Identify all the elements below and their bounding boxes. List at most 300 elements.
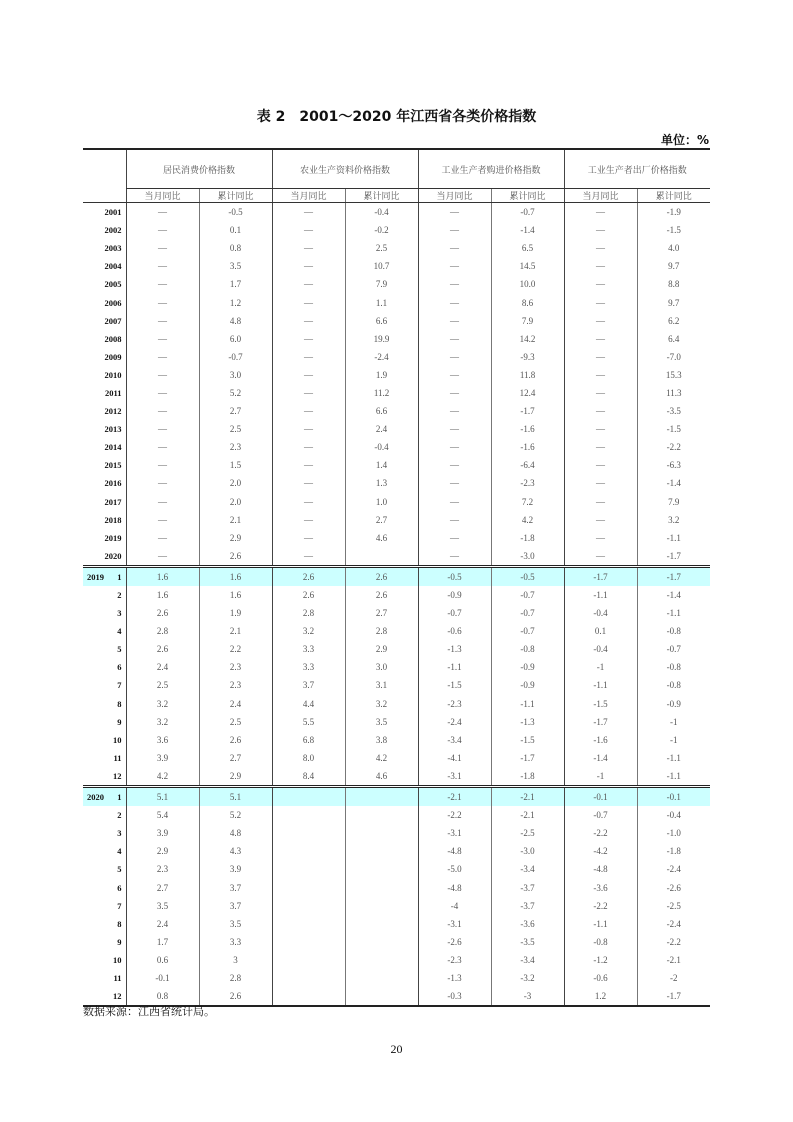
table-cell: — (126, 420, 199, 438)
row-label: 2017 (104, 496, 122, 507)
table-cell: 1.2 (564, 987, 637, 1006)
table-cell (272, 842, 345, 860)
table-cell: -1.3 (418, 969, 491, 987)
table-row (83, 622, 710, 640)
table-cell: 3.0 (199, 366, 272, 384)
corner-cell (83, 149, 126, 203)
table-cell: — (418, 330, 491, 348)
table-cell: -0.4 (564, 604, 637, 622)
subheader-monthly-yoy: 当月同比 (418, 189, 491, 203)
table-cell (272, 951, 345, 969)
table-row (83, 366, 710, 384)
table-cell: — (418, 275, 491, 293)
table-cell: -0.6 (418, 622, 491, 640)
table-cell: — (564, 511, 637, 529)
table-cell: 8.4 (272, 767, 345, 787)
table-cell: -3.5 (491, 933, 564, 951)
table-cell: -3.6 (491, 915, 564, 933)
table-cell: 10.7 (345, 257, 418, 275)
table-cell: 1.9 (199, 604, 272, 622)
table-cell: 2.8 (199, 969, 272, 987)
table-cell: — (126, 203, 199, 222)
table-cell: 1.0 (345, 493, 418, 511)
table-cell: -0.4 (637, 806, 710, 824)
table-row (83, 312, 710, 330)
table-cell: -1.1 (637, 604, 710, 622)
row-label (83, 842, 126, 860)
row-label (83, 676, 126, 694)
table-cell: — (272, 257, 345, 275)
table-cell: — (418, 493, 491, 511)
table-cell: 2.6 (126, 640, 199, 658)
table-cell: — (418, 203, 491, 222)
month-label: 5 (117, 864, 122, 875)
page-number: 20 (390, 1042, 403, 1056)
table-cell: -1.4 (637, 474, 710, 492)
table-cell: — (272, 348, 345, 366)
table-cell: 2.6 (199, 731, 272, 749)
table-row (83, 897, 710, 915)
table-cell: 5.2 (199, 806, 272, 824)
table-cell: -0.9 (491, 676, 564, 694)
table-cell: -3.2 (491, 969, 564, 987)
table-cell: -1.7 (637, 566, 710, 586)
table-cell: 4.2 (126, 767, 199, 787)
table-cell: 3.7 (199, 897, 272, 915)
table-cell: -0.8 (637, 676, 710, 694)
table-cell: -1.8 (637, 842, 710, 860)
table-cell: 4.3 (199, 842, 272, 860)
table-cell: 6.4 (637, 330, 710, 348)
table-cell (345, 987, 418, 1006)
table-cell: — (272, 275, 345, 293)
table-cell: 5.2 (199, 384, 272, 402)
table-cell: 3.3 (199, 933, 272, 951)
table-cell: — (272, 547, 345, 567)
row-label (83, 731, 126, 749)
month-label: 8 (117, 698, 122, 709)
table-cell: — (126, 221, 199, 239)
table-cell: 8.0 (272, 749, 345, 767)
month-label: 3 (117, 828, 122, 839)
table-cell: -1.2 (564, 951, 637, 969)
table-cell: -0.4 (345, 438, 418, 456)
table-cell (272, 897, 345, 915)
table-cell: 12.4 (491, 384, 564, 402)
table-cell: 2.6 (199, 987, 272, 1006)
table-cell: — (418, 420, 491, 438)
table-cell: 10.0 (491, 275, 564, 293)
table-cell: 1.6 (126, 586, 199, 604)
table-cell: 2.3 (126, 860, 199, 878)
table-cell: — (564, 239, 637, 257)
table-cell: -1.1 (564, 915, 637, 933)
table-cell: — (418, 474, 491, 492)
table-cell: -1 (637, 731, 710, 749)
table-cell: — (418, 384, 491, 402)
table-row (83, 878, 710, 896)
table-cell: — (272, 456, 345, 474)
table-cell: -3.6 (564, 878, 637, 896)
table-cell: — (272, 511, 345, 529)
table-cell: 4.2 (345, 749, 418, 767)
table-cell (345, 933, 418, 951)
table-cell: — (126, 511, 199, 529)
month-label: 9 (117, 716, 122, 727)
table-cell: -0.9 (418, 586, 491, 604)
table-cell: 6.0 (199, 330, 272, 348)
table-cell: -1.8 (491, 529, 564, 547)
table-cell: -2.4 (418, 713, 491, 731)
table-cell: 2.8 (345, 622, 418, 640)
table-cell: — (418, 402, 491, 420)
table-cell: -0.9 (637, 695, 710, 713)
table-cell: -9.3 (491, 348, 564, 366)
subheader-cumulative-yoy: 累计同比 (491, 189, 564, 203)
month-label: 1 (117, 571, 122, 582)
table-cell: 6.2 (637, 312, 710, 330)
table-cell: -3.0 (491, 547, 564, 567)
month-label: 11 (113, 752, 122, 763)
row-label (83, 824, 126, 842)
table-cell: — (126, 474, 199, 492)
table-cell: 2.3 (199, 438, 272, 456)
table-cell: 2.4 (345, 420, 418, 438)
table-row (83, 806, 710, 824)
table-cell: 0.1 (199, 221, 272, 239)
table-cell: — (564, 547, 637, 567)
table-cell (272, 878, 345, 896)
table-cell: -2.2 (637, 438, 710, 456)
table-row (83, 640, 710, 658)
row-label (83, 787, 126, 807)
table-cell (345, 860, 418, 878)
table-cell: — (418, 438, 491, 456)
table-cell: -1.1 (637, 529, 710, 547)
table-cell: 0.8 (199, 239, 272, 257)
group-header-ppi-purchase: 工业生产者购进价格指数 (418, 149, 564, 189)
table-row (83, 566, 710, 586)
table-cell: — (564, 221, 637, 239)
table-cell: 4.6 (345, 529, 418, 547)
table-cell: -1.5 (637, 221, 710, 239)
table-cell: -1.4 (491, 221, 564, 239)
table-cell: 4.8 (199, 824, 272, 842)
table-cell: 3.2 (345, 695, 418, 713)
table-cell: — (564, 293, 637, 311)
row-label (83, 767, 126, 787)
table-cell: 2.1 (199, 511, 272, 529)
row-label: 2010 (104, 369, 122, 380)
table-cell: -3.0 (491, 842, 564, 860)
table-cell: -0.8 (564, 933, 637, 951)
table-cell: — (418, 312, 491, 330)
table-row (83, 239, 710, 257)
table-cell: — (126, 293, 199, 311)
table-cell: 4.2 (491, 511, 564, 529)
table-cell: — (126, 257, 199, 275)
table-cell: — (564, 203, 637, 222)
table-cell: -3.1 (418, 824, 491, 842)
table-cell: -1.7 (637, 547, 710, 567)
table-row (83, 933, 710, 951)
subheader-cumulative-yoy: 累计同比 (199, 189, 272, 203)
table-cell: -0.4 (345, 203, 418, 222)
table-cell: — (126, 348, 199, 366)
subheader-monthly-yoy: 当月同比 (272, 189, 345, 203)
table-row (83, 731, 710, 749)
table-cell: -0.1 (126, 969, 199, 987)
table-cell: 11.3 (637, 384, 710, 402)
table-cell: 2.1 (199, 622, 272, 640)
table-row (83, 221, 710, 239)
table-cell: -0.1 (564, 787, 637, 807)
month-label: 2 (117, 810, 122, 821)
table-cell: — (564, 402, 637, 420)
table-cell: 5.5 (272, 713, 345, 731)
month-label: 8 (117, 918, 122, 929)
table-cell: 2.6 (345, 566, 418, 586)
table-cell: -4.1 (418, 749, 491, 767)
table-row (83, 493, 710, 511)
table-cell: -1 (564, 658, 637, 676)
table-cell: 2.8 (126, 622, 199, 640)
month-label: 12 (113, 770, 122, 781)
table-cell: -4.8 (418, 878, 491, 896)
row-label (83, 586, 126, 604)
table-cell: -1.7 (637, 987, 710, 1006)
table-cell: -0.5 (418, 566, 491, 586)
table-cell: 1.5 (199, 456, 272, 474)
table-cell: 3.3 (272, 640, 345, 658)
table-cell: 3.5 (199, 915, 272, 933)
subheader-monthly-yoy: 当月同比 (564, 189, 637, 203)
row-label: 2006 (104, 297, 122, 308)
table-cell: 1.6 (126, 566, 199, 586)
table-cell: 7.9 (345, 275, 418, 293)
table-cell: -0.3 (418, 987, 491, 1006)
table-cell: -0.9 (491, 658, 564, 676)
table-cell: 19.9 (345, 330, 418, 348)
table-cell: 2.8 (272, 604, 345, 622)
table-row (83, 713, 710, 731)
price-index-table (83, 148, 710, 1007)
table-cell: — (564, 348, 637, 366)
table-row (83, 511, 710, 529)
table-cell: -1 (564, 767, 637, 787)
table-cell: 2.7 (199, 402, 272, 420)
table-cell: -4.8 (418, 842, 491, 860)
table-cell: — (564, 330, 637, 348)
table-cell: -0.2 (345, 221, 418, 239)
table-cell: 3.6 (126, 731, 199, 749)
table-cell: -1.7 (564, 713, 637, 731)
table-cell: 4.8 (199, 312, 272, 330)
subheader-cumulative-yoy: 累计同比 (345, 189, 418, 203)
table-cell: 2.9 (126, 842, 199, 860)
table-cell: — (564, 312, 637, 330)
table-cell: -1.1 (564, 586, 637, 604)
table-row (83, 203, 710, 222)
table-cell: -2.2 (418, 806, 491, 824)
table-cell: — (126, 529, 199, 547)
row-label (83, 860, 126, 878)
table-cell: -2.3 (418, 951, 491, 969)
table-cell: 3.1 (345, 676, 418, 694)
table-cell: 2.5 (199, 713, 272, 731)
table-row (83, 293, 710, 311)
table-cell: 8.6 (491, 293, 564, 311)
row-label: 2007 (104, 315, 122, 326)
table-cell: -7.0 (637, 348, 710, 366)
table-cell (345, 915, 418, 933)
row-label (83, 695, 126, 713)
month-label: 10 (113, 954, 122, 965)
row-label: 2003 (104, 243, 122, 254)
table-cell: -1.4 (564, 749, 637, 767)
table-cell: 1.6 (199, 586, 272, 604)
table-cell: 4.6 (345, 767, 418, 787)
table-cell: -0.7 (491, 586, 564, 604)
table-cell: 14.5 (491, 257, 564, 275)
table-cell: 1.3 (345, 474, 418, 492)
row-label: 2019 (104, 532, 122, 543)
table-row (83, 348, 710, 366)
table-cell: -2.4 (345, 348, 418, 366)
table-cell: -2.1 (491, 787, 564, 807)
table-cell: — (126, 366, 199, 384)
table-cell (272, 860, 345, 878)
table-cell: 2.9 (345, 640, 418, 658)
table-cell: — (418, 456, 491, 474)
month-label: 12 (113, 991, 122, 1002)
table-cell: -1.5 (491, 731, 564, 749)
table-cell (272, 824, 345, 842)
table-cell: -1.1 (637, 767, 710, 787)
month-label: 6 (117, 882, 122, 893)
row-label: 2001 (104, 207, 122, 218)
table-cell: -1.5 (418, 676, 491, 694)
table-cell: -0.7 (491, 604, 564, 622)
table-cell: -2.4 (637, 915, 710, 933)
table-cell: -1.1 (491, 695, 564, 713)
row-label: 2002 (104, 225, 122, 236)
table-cell: -0.7 (564, 806, 637, 824)
table-cell: — (272, 330, 345, 348)
table-cell: -2.1 (491, 806, 564, 824)
table-cell (345, 969, 418, 987)
table-cell: — (272, 493, 345, 511)
table-cell: -0.8 (637, 622, 710, 640)
table-cell (345, 547, 418, 567)
table-cell: — (126, 456, 199, 474)
table-cell: -3.1 (418, 915, 491, 933)
table-cell: 3.9 (126, 824, 199, 842)
table-cell: 2.6 (345, 586, 418, 604)
table-cell: 2.0 (199, 493, 272, 511)
table-row (83, 824, 710, 842)
row-label: 2008 (104, 333, 122, 344)
table-cell: — (418, 547, 491, 567)
table-cell: 3.9 (199, 860, 272, 878)
table-cell: 2.4 (126, 915, 199, 933)
table-cell: -1.8 (491, 767, 564, 787)
table-cell: -2.2 (564, 824, 637, 842)
table-cell: — (564, 438, 637, 456)
table-cell: -2.2 (564, 897, 637, 915)
table-cell: -1.3 (418, 640, 491, 658)
table-cell: -3.7 (491, 897, 564, 915)
month-label: 5 (117, 644, 122, 655)
table-cell: -0.7 (491, 203, 564, 222)
table-cell: 3.5 (126, 897, 199, 915)
table-row (83, 695, 710, 713)
row-label (83, 951, 126, 969)
table-cell: — (272, 293, 345, 311)
table-cell: -0.7 (199, 348, 272, 366)
table-cell (272, 806, 345, 824)
table-cell: 4.0 (637, 239, 710, 257)
table-cell: — (564, 275, 637, 293)
table-cell: -0.7 (491, 622, 564, 640)
table-row (83, 547, 710, 567)
month-label: 2 (117, 590, 122, 601)
table-cell: 6.6 (345, 402, 418, 420)
table-cell: — (126, 384, 199, 402)
table-cell: 2.5 (345, 239, 418, 257)
table-cell: 2.9 (199, 767, 272, 787)
row-label (83, 604, 126, 622)
table-cell: — (564, 474, 637, 492)
table-cell: 3.2 (126, 713, 199, 731)
month-label: 11 (113, 972, 122, 983)
table-cell: — (126, 547, 199, 567)
table-cell: 1.7 (199, 275, 272, 293)
table-row (83, 275, 710, 293)
table-row (83, 438, 710, 456)
row-label: 2016 (104, 478, 122, 489)
table-cell: 2.0 (199, 474, 272, 492)
table-cell: 3.8 (345, 731, 418, 749)
table-cell: -1.0 (637, 824, 710, 842)
table-cell (345, 878, 418, 896)
table-cell: -2.5 (491, 824, 564, 842)
table-cell: — (126, 402, 199, 420)
table-cell: — (126, 493, 199, 511)
table-cell: 2.7 (126, 878, 199, 896)
month-label: 10 (113, 734, 122, 745)
table-cell: — (418, 529, 491, 547)
month-label: 3 (117, 608, 122, 619)
table-cell: — (564, 529, 637, 547)
table-cell: 1.6 (199, 566, 272, 586)
table-cell: 1.4 (345, 456, 418, 474)
table-cell: 0.6 (126, 951, 199, 969)
subheader-cumulative-yoy: 累计同比 (637, 189, 710, 203)
table-cell: -2.2 (637, 933, 710, 951)
table-cell: 2.5 (126, 676, 199, 694)
table-cell: 1.9 (345, 366, 418, 384)
row-label: 2014 (104, 442, 122, 453)
table-cell: — (272, 221, 345, 239)
table-cell: 7.2 (491, 493, 564, 511)
table-cell: -1.6 (491, 420, 564, 438)
table-cell: — (418, 221, 491, 239)
table-cell: -3.4 (418, 731, 491, 749)
table-cell (272, 969, 345, 987)
month-label: 7 (117, 680, 122, 691)
table-cell: 6.8 (272, 731, 345, 749)
